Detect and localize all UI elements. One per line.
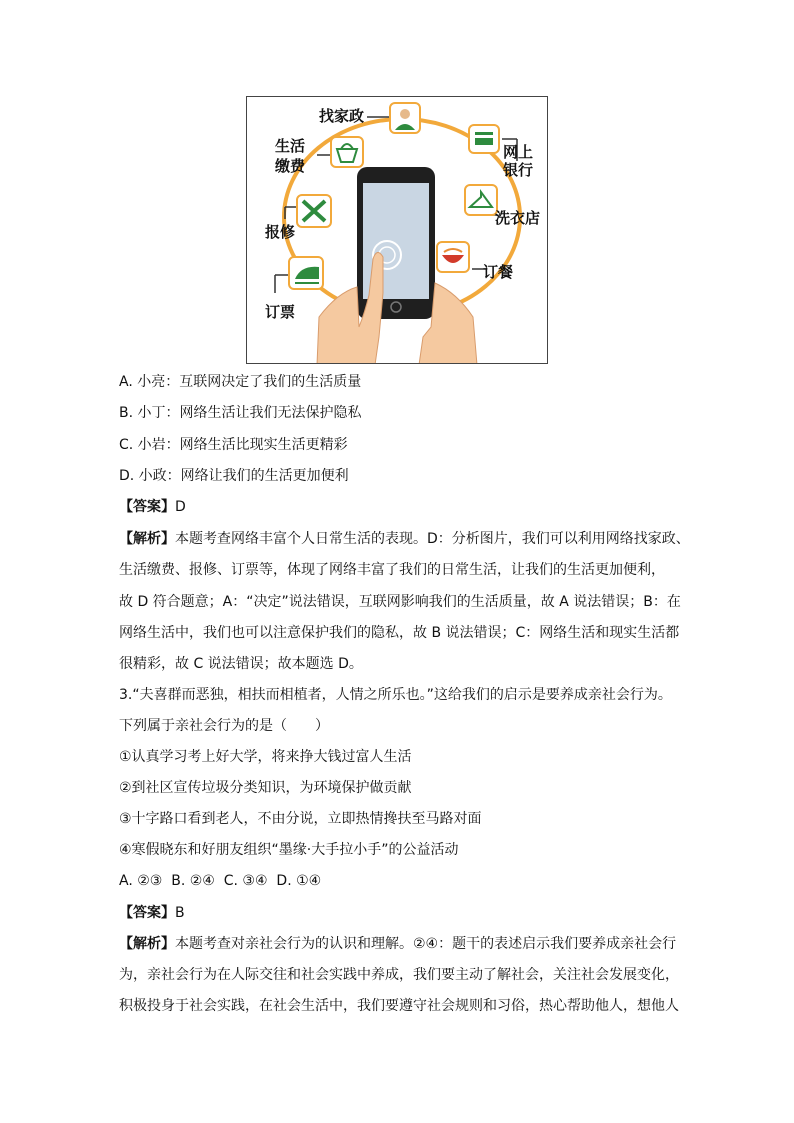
q3-answer — [119, 903, 185, 923]
q3-stem-line-2: 下列属于亲社会行为的是（ ） — [119, 718, 329, 734]
q2-analysis-text-1: 本题考查网络丰富个人日常生活的表现。D：分析图片，我们可以利用网络找家政、 — [175, 531, 690, 547]
label-tickets: 订票 — [265, 303, 296, 321]
q2-analysis-line-4: 网络生活中，我们也可以注意保护我们的隐私，故 B 说法错误；C：网络生活和现实生活都 — [119, 625, 680, 641]
q2-option-b: B. 小丁：网络生活让我们无法保护隐私 — [119, 405, 362, 421]
q3-stem-line-1: 3.“夫喜群而恶独，相扶而相植者，人情之所乐也。”这给我们的启示是要养成亲社会行为。 — [119, 687, 672, 703]
q2-answer-value: D — [175, 499, 186, 515]
q2-option-d: D. 小政：网络让我们的生活更加便利 — [119, 468, 349, 484]
q3-choices: A. ②③ B. ②④ C. ③④ D. ①④ — [119, 873, 322, 889]
q2-answer — [119, 497, 186, 517]
q2-analysis-label: 【解析】 — [119, 531, 175, 547]
basket-icon — [331, 137, 363, 167]
label-banking-2: 银行 — [503, 161, 534, 179]
q3-item-2: ②到社区宣传垃圾分类知识，为环境保护做贡献 — [119, 780, 412, 796]
q3-item-1: ①认真学习考上好大学，将来挣大钱过富人生活 — [119, 749, 412, 765]
q2-option-c: C. 小岩：网络生活比现实生活更精彩 — [119, 437, 348, 453]
q3-analysis-label: 【解析】 — [119, 936, 175, 952]
q3-analysis-line-3: 积极投身于社会实践，在社会生活中，我们要遵守社会规则和习俗，热心帮助他人，想他人 — [119, 998, 679, 1014]
q3-item-4: ④寒假晓东和好朋友组织“墨缘·大手拉小手”的公益活动 — [119, 842, 459, 858]
q2-analysis-line-2: 生活缴费、报修、订票等，体现了网络丰富了我们的日常生活，让我们的生活更加便利， — [119, 562, 665, 578]
q2-analysis-line-1 — [119, 529, 690, 549]
q3-answer-value: B — [175, 905, 185, 921]
q2-option-a: A. 小亮：互联网决定了我们的生活质量 — [119, 374, 362, 390]
label-repair: 报修 — [265, 223, 296, 241]
hanger-icon — [465, 185, 497, 215]
label-bills-2: 缴费 — [275, 157, 306, 175]
label-banking-1: 网上 — [503, 143, 534, 161]
tools-icon — [297, 195, 331, 227]
train-icon — [289, 257, 323, 289]
online-life-figure — [246, 96, 548, 364]
q3-analysis-text-1: 本题考查对亲社会行为的认识和理解。②④：题干的表述启示我们要养成亲社会行 — [175, 936, 677, 952]
q3-analysis-line-2: 为，亲社会行为在人际交往和社会实践中养成，我们要主动了解社会，关注社会发展变化， — [119, 967, 679, 983]
q2-answer-label: 【答案】 — [119, 499, 175, 515]
label-laundry: 洗衣店 — [495, 209, 541, 227]
q2-analysis-line-5: 很精彩，故 C 说法错误；故本题选 D。 — [119, 656, 363, 672]
bowl-icon — [437, 242, 469, 272]
label-takeout: 订餐 — [483, 263, 514, 281]
person-icon — [390, 103, 420, 133]
q3-item-3: ③十字路口看到老人，不由分说，立即热情搀扶至马路对面 — [119, 811, 482, 827]
label-bills-1: 生活 — [275, 137, 306, 155]
q2-analysis-line-3: 故 D 符合题意；A：“决定”说法错误，互联网影响我们的生活质量，故 A 说法错误；B：在 — [119, 594, 681, 610]
q3-analysis-line-1 — [119, 934, 676, 954]
q3-answer-label: 【答案】 — [119, 905, 175, 921]
label-housekeeping: 找家政 — [319, 107, 365, 125]
bank-card-icon — [469, 125, 499, 153]
